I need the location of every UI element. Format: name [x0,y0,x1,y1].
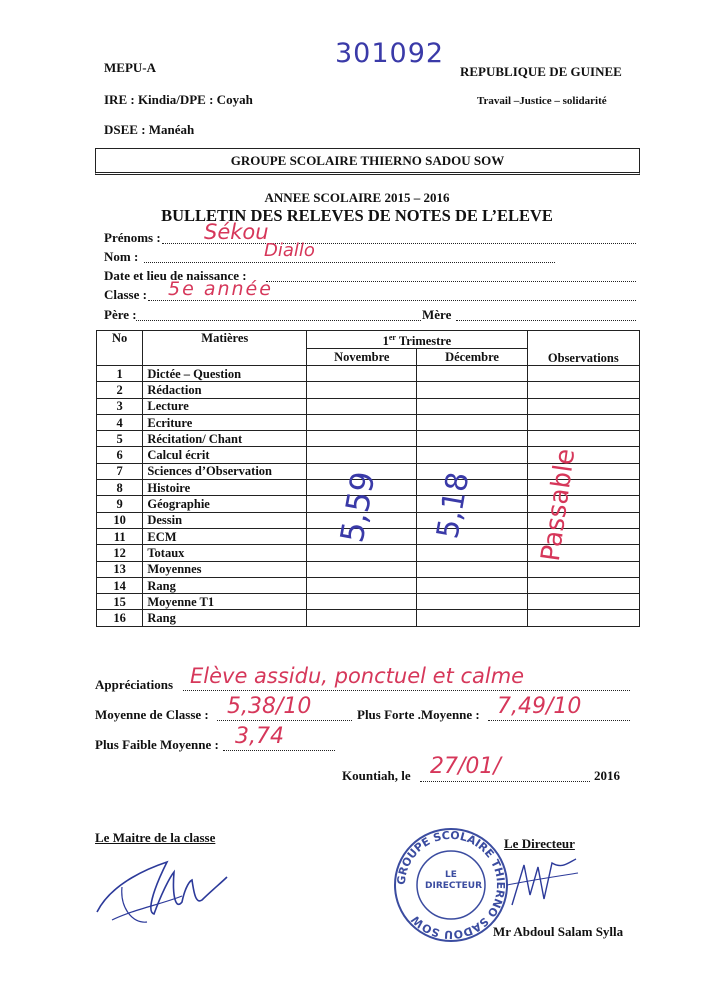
nom-label: Nom : [104,249,139,264]
row-december-cell [417,545,527,561]
row-november-cell [307,447,417,463]
row-observation-cell [527,610,639,626]
col-no: No [97,331,143,366]
row-subject: Histoire [143,480,307,496]
pere-label: Père : [104,307,137,322]
row-subject: Géographie [143,496,307,512]
row-november-cell [307,577,417,593]
row-december-cell [417,398,527,414]
table-row [97,414,640,430]
school-box [95,148,640,175]
moyenne-classe-value: 5,38/10 [227,694,312,719]
col-novembre: Novembre [307,349,417,366]
row-november-cell [307,561,417,577]
observation-note: Passable [535,446,582,564]
row-november-cell [307,594,417,610]
plus-faible-value: 3,74 [235,724,284,749]
col-decembre: Décembre [417,349,527,366]
col-trimestre: 1er Trimestre [307,331,527,349]
field-prenoms [104,220,636,246]
header-ire: IRE : Kindia/DPE : Coyah [104,92,253,107]
row-november-cell [307,610,417,626]
header-dsee: DSEE : Manéah [104,122,195,137]
row-number: 7 [97,463,143,479]
director-signature [502,855,582,915]
row-subject: Totaux [143,545,307,561]
row-subject: Rang [143,610,307,626]
directeur-label: Le Directeur [504,836,575,851]
mere-label: Mère [422,307,452,322]
header-republic: REPUBLIQUE DE GUINEE [460,64,622,79]
row-december-cell [417,431,527,447]
row-december-cell [417,594,527,610]
row-november-cell [307,431,417,447]
school-name: GROUPE SCOLAIRE THIERNO SADOU SOW [230,153,505,168]
row-number: 4 [97,414,143,430]
maitre-label: Le Maitre de la classe [95,830,216,845]
row-number: 10 [97,512,143,528]
row-december-cell [417,577,527,593]
date-year: 2016 [594,768,620,783]
row-observation-cell [527,463,639,479]
field-plus-faible [95,724,335,753]
table-row [97,382,640,398]
table-row [97,610,640,626]
plus-faible-label: Plus Faible Moyenne : [95,737,219,752]
school-year: ANNEE SCOLAIRE 2015 – 2016 [264,190,450,205]
row-subject: Moyennes [143,561,307,577]
table-row [97,594,640,610]
row-december-cell [417,366,527,382]
row-observation-cell [527,431,639,447]
row-subject: Rang [143,577,307,593]
date-value: 27/01/ [430,754,501,779]
row-subject: Calcul écrit [143,447,307,463]
november-grade: 5,59 [332,468,383,546]
field-appreciations [95,664,630,693]
row-november-cell [307,382,417,398]
appreciations-label: Appréciations [95,677,173,692]
row-november-cell [307,545,417,561]
row-november-cell [307,398,417,414]
classe-value: 5e année [168,278,273,300]
row-number: 3 [97,398,143,414]
row-observation-cell [527,594,639,610]
row-subject: Moyenne T1 [143,594,307,610]
row-subject: Dessin [143,512,307,528]
row-december-cell [417,414,527,430]
row-number: 11 [97,528,143,544]
field-pere [104,307,636,323]
prenoms-value: Sékou [204,220,269,244]
row-subject: Dictée – Question [143,366,307,382]
row-number: 16 [97,610,143,626]
row-subject: Ecriture [143,414,307,430]
table-row [97,398,640,414]
appreciations-value: Elève assidu, ponctuel et calme [190,664,525,688]
row-subject: Rédaction [143,382,307,398]
row-observation-cell [527,447,639,463]
plus-forte-label: Plus Forte .Moyenne : [357,707,480,722]
row-observation-cell [527,561,639,577]
row-november-cell [307,366,417,382]
header-motto: Travail –Justice – solidarité [477,95,607,107]
stamp-inner-text: LE DIRECTEUR [425,870,483,891]
row-subject: Sciences d’Observation [143,463,307,479]
row-number: 2 [97,382,143,398]
col-matieres: Matières [143,331,307,366]
row-number: 8 [97,480,143,496]
row-december-cell [417,610,527,626]
field-classe [104,278,636,303]
row-number: 14 [97,577,143,593]
classe-label: Classe : [104,287,147,302]
field-moyenne-classe [95,694,630,723]
row-subject: Lecture [143,398,307,414]
field-nom [104,240,555,265]
row-december-cell [417,382,527,398]
row-observation-cell [527,398,639,414]
row-november-cell [307,414,417,430]
naissance-label: Date et lieu de naissance : [104,268,247,283]
row-number: 5 [97,431,143,447]
row-december-cell [417,561,527,577]
row-number: 15 [97,594,143,610]
row-number: 9 [97,496,143,512]
official-stamp [392,826,510,944]
nom-value: Diallo [264,240,315,261]
place-label: Kountiah, le [342,768,411,783]
col-observations: Observations [527,331,639,366]
table-row [97,577,640,593]
row-number: 12 [97,545,143,561]
teacher-signature [92,852,232,932]
table-row [97,366,640,382]
row-number: 13 [97,561,143,577]
directeur-name: Mr Abdoul Salam Sylla [493,924,624,939]
table-row [97,431,640,447]
row-number: 6 [97,447,143,463]
row-subject: Récitation/ Chant [143,431,307,447]
handwritten-number: 301092 [335,38,445,69]
header-mepu: MEPU-A [104,60,156,75]
row-december-cell [417,447,527,463]
row-observation-cell [527,577,639,593]
moyenne-classe-label: Moyenne de Classe : [95,707,209,722]
row-observation-cell [527,414,639,430]
stamp-outer-text: GROUPE SCOLAIRE THIERNO SADOU SOW [394,828,508,942]
plus-forte-value: 7,49/10 [497,694,582,719]
prenoms-label: Prénoms : [104,230,161,245]
row-observation-cell [527,366,639,382]
row-number: 1 [97,366,143,382]
table-row [97,561,640,577]
field-date [342,754,638,784]
row-observation-cell [527,382,639,398]
row-subject: ECM [143,528,307,544]
december-grade: 5,18 [430,469,477,542]
bulletin-title: BULLETIN DES RELEVES DE NOTES DE L’ELEVE [161,206,553,225]
